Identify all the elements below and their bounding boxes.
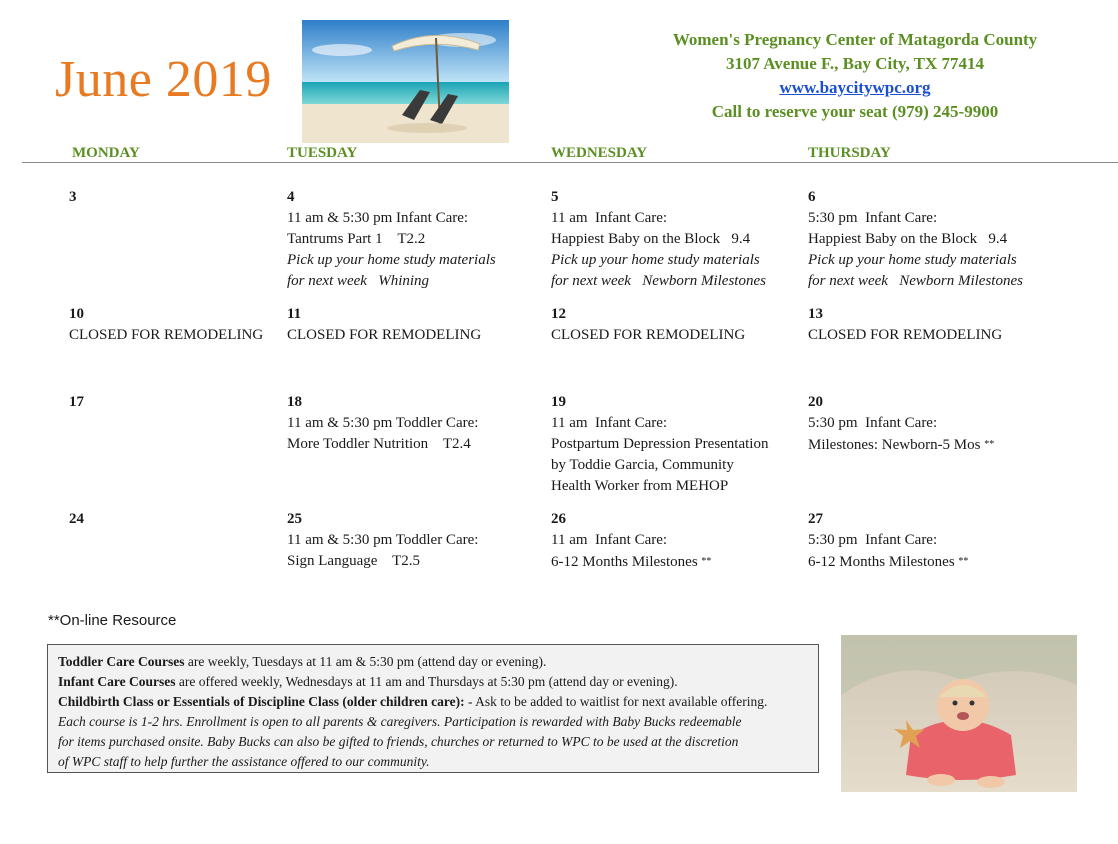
info-note-line: Each course is 1-2 hrs. Enrollment is open to all parents & caregivers. Participation is rewarded with Baby Bucks redeemable bbox=[58, 714, 742, 729]
day-cell bbox=[808, 187, 1023, 292]
event-line: Milestones: Newborn-5 Mos bbox=[808, 437, 981, 453]
event-note: Pick up your home study materials bbox=[551, 252, 760, 268]
footnote: **On-line Resource bbox=[48, 612, 177, 629]
header-wednesday: WEDNESDAY bbox=[551, 145, 648, 161]
event-line: 5:30 pm Infant Care: bbox=[808, 532, 938, 548]
day-number: 12 bbox=[551, 306, 566, 322]
info-note-line: of WPC staff to help further the assistance offered to our community. bbox=[58, 754, 430, 769]
day-cell bbox=[808, 509, 968, 573]
event-line: More Toddler Nutrition T2.4 bbox=[287, 436, 471, 452]
event-line: 6-12 Months Milestones bbox=[551, 554, 698, 570]
day-cell bbox=[808, 304, 1002, 346]
month-title: June 2019 bbox=[55, 51, 272, 108]
info-toddler-title: Toddler Care Courses bbox=[58, 654, 185, 669]
event-note: Pick up your home study materials bbox=[287, 252, 496, 268]
info-infant-title: Infant Care Courses bbox=[58, 674, 176, 689]
day-cell bbox=[69, 392, 84, 413]
event-line: Happiest Baby on the Block 9.4 bbox=[808, 231, 1008, 247]
event-line: Tantrums Part 1 T2.2 bbox=[287, 231, 426, 247]
day-number: 17 bbox=[69, 394, 84, 410]
event-note: for next week Newborn Milestones bbox=[808, 273, 1023, 289]
event-line: 6-12 Months Milestones bbox=[808, 554, 955, 570]
event-line: Health Worker from MEHOP bbox=[551, 478, 729, 494]
info-note-line: for items purchased onsite. Baby Bucks can also be gifted to friends, churches or returned to WPC to be used at the discretion bbox=[58, 734, 739, 749]
event-line: CLOSED FOR REMODELING bbox=[69, 327, 264, 343]
event-line: 11 am Infant Care: bbox=[551, 210, 668, 226]
day-cell bbox=[287, 187, 496, 292]
event-note: for next week Whining bbox=[287, 273, 430, 289]
day-number: 13 bbox=[808, 306, 823, 322]
website-link[interactable]: www.baycitywpc.org bbox=[779, 78, 931, 97]
event-line: by Toddie Garcia, Community bbox=[551, 457, 734, 473]
day-cell bbox=[551, 187, 766, 292]
phone-line: Call to reserve your seat (979) 245-9900 bbox=[711, 102, 999, 121]
day-cell bbox=[69, 187, 77, 208]
day-cell bbox=[69, 509, 84, 530]
event-line: Sign Language T2.5 bbox=[287, 553, 421, 569]
header-tuesday: TUESDAY bbox=[287, 145, 358, 161]
online-marker: ** bbox=[984, 439, 995, 450]
day-number: 26 bbox=[551, 511, 566, 527]
org-address: 3107 Avenue F., Bay City, TX 77414 bbox=[725, 54, 985, 73]
day-number: 24 bbox=[69, 511, 84, 527]
day-cell bbox=[551, 509, 711, 573]
day-cell bbox=[551, 392, 768, 497]
day-cell bbox=[69, 304, 263, 346]
event-line: 11 am Infant Care: bbox=[551, 415, 668, 431]
info-childbirth-title: Childbirth Class or Essentials of Discipline Class (older children care): bbox=[58, 694, 465, 709]
day-number: 19 bbox=[551, 394, 566, 410]
day-number: 27 bbox=[808, 511, 823, 527]
day-number: 5 bbox=[551, 189, 559, 205]
day-number: 4 bbox=[287, 189, 295, 205]
day-cell bbox=[287, 392, 478, 455]
event-line: 11 am & 5:30 pm Infant Care: bbox=[287, 210, 469, 226]
info-toddler-text: are weekly, Tuesdays at 11 am & 5:30 pm (attend day or evening). bbox=[184, 654, 547, 669]
day-number: 10 bbox=[69, 306, 84, 322]
event-line: Postpartum Depression Presentation bbox=[551, 436, 769, 452]
event-note: Pick up your home study materials bbox=[808, 252, 1017, 268]
day-number: 11 bbox=[287, 306, 302, 322]
day-number: 20 bbox=[808, 394, 823, 410]
beach-photo bbox=[302, 20, 509, 143]
day-cell bbox=[287, 304, 481, 346]
event-line: 5:30 pm Infant Care: bbox=[808, 415, 938, 431]
online-marker: ** bbox=[701, 556, 712, 567]
event-note: for next week Newborn Milestones bbox=[551, 273, 766, 289]
baby-photo bbox=[841, 635, 1077, 792]
org-info bbox=[650, 28, 1060, 124]
event-line: Happiest Baby on the Block 9.4 bbox=[551, 231, 751, 247]
header-monday: MONDAY bbox=[72, 145, 140, 161]
event-line: 11 am & 5:30 pm Toddler Care: bbox=[287, 415, 479, 431]
day-number: 18 bbox=[287, 394, 302, 410]
info-childbirth-text: - Ask to be added to waitlist for next available offering. bbox=[464, 694, 768, 709]
day-cell bbox=[287, 509, 478, 572]
event-line: 5:30 pm Infant Care: bbox=[808, 210, 938, 226]
org-name: Women's Pregnancy Center of Matagorda County bbox=[672, 30, 1038, 49]
info-infant-text: are offered weekly, Wednesdays at 11 am and Thursdays at 5:30 pm (attend day or evening). bbox=[175, 674, 678, 689]
day-cell bbox=[808, 392, 994, 456]
event-line: 11 am Infant Care: bbox=[551, 532, 668, 548]
event-line: 11 am & 5:30 pm Toddler Care: bbox=[287, 532, 479, 548]
day-number: 6 bbox=[808, 189, 816, 205]
header-thursday: THURSDAY bbox=[808, 145, 891, 161]
event-line: CLOSED FOR REMODELING bbox=[287, 327, 482, 343]
day-number: 3 bbox=[69, 189, 77, 205]
event-line: CLOSED FOR REMODELING bbox=[808, 327, 1003, 343]
info-box bbox=[47, 644, 819, 773]
day-cell bbox=[551, 304, 745, 346]
day-number: 25 bbox=[287, 511, 302, 527]
event-line: CLOSED FOR REMODELING bbox=[551, 327, 746, 343]
online-marker: ** bbox=[958, 556, 969, 567]
header-divider bbox=[22, 162, 1118, 163]
